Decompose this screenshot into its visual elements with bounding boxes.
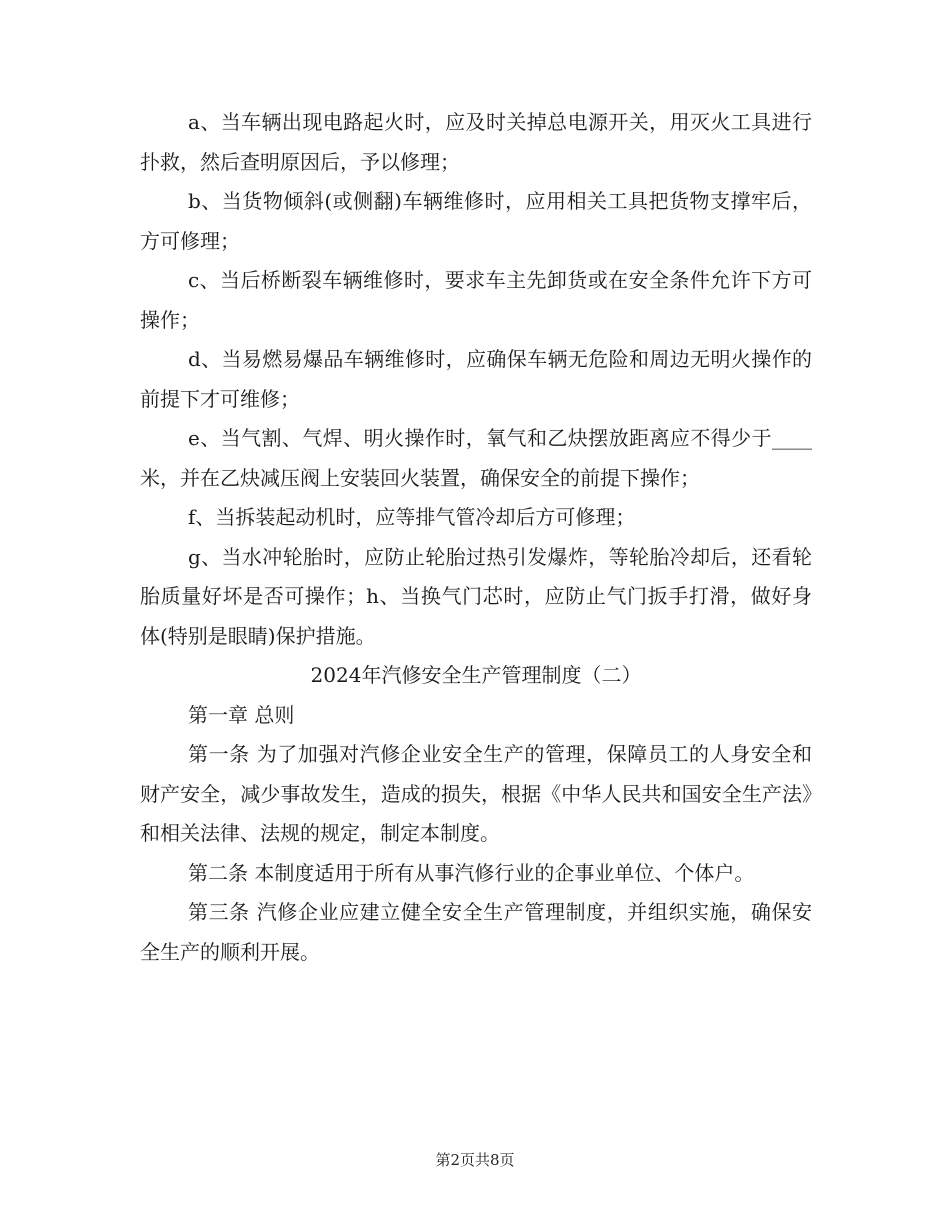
paragraph-item-d: d、当易燃易爆品车辆维修时，应确保车辆无危险和周边无明火操作的前提下才可维修； [140, 347, 812, 411]
paragraph-item-b: b、当货物倾斜(或侧翻)车辆维修时，应用相关工具把货物支撑牢后，方可修理； [140, 189, 812, 253]
paragraph-item-g-h: g、当水冲轮胎时，应防止轮胎过热引发爆炸，等轮胎冷却后，还看轮胎质量好坏是否可操作；h、当换气门芯时，应防止气门扳手打滑，做好身体(特别是眼睛)保护措施。 [140, 544, 812, 648]
paragraph-item-a: a、当车辆出现电路起火时，应及时关掉总电源开关，用灭火工具进行扑救，然后查明原因后，予以修理； [140, 110, 812, 174]
chapter-heading: 第一章 总则 [188, 702, 295, 727]
article-3: 第三条 汽修企业应建立健全安全生产管理制度，并组织实施，确保安全生产的顺利开展。 [140, 900, 812, 964]
article-1: 第一条 为了加强对汽修企业安全生产的管理，保障员工的人身安全和财产安全，减少事故发生，造成的损失，根据《中华人民共和国安全生产法》和相关法律、法规的规定，制定本制度。 [140, 742, 812, 845]
page-number: 第2页共8页 [435, 1151, 515, 1169]
document-body [140, 103, 812, 972]
paragraph-item-e: e、当气割、气焊、明火操作时，氧气和乙炔摆放距离应不得少于____米，并在乙炔减压阀上安装回火装置，确保安全的前提下操作； [140, 426, 812, 490]
article-2: 第二条 本制度适用于所有从事汽修行业的企事业单位、个体户。 [188, 860, 755, 885]
section-title: 2024年汽修安全生产管理制度（二） [310, 663, 642, 687]
paragraph-item-c: c、当后桥断裂车辆维修时，要求车主先卸货或在安全条件允许下方可操作； [140, 268, 812, 332]
paragraph-item-f: f、当拆装起动机时，应等排气管冷却后方可修理； [188, 505, 636, 529]
